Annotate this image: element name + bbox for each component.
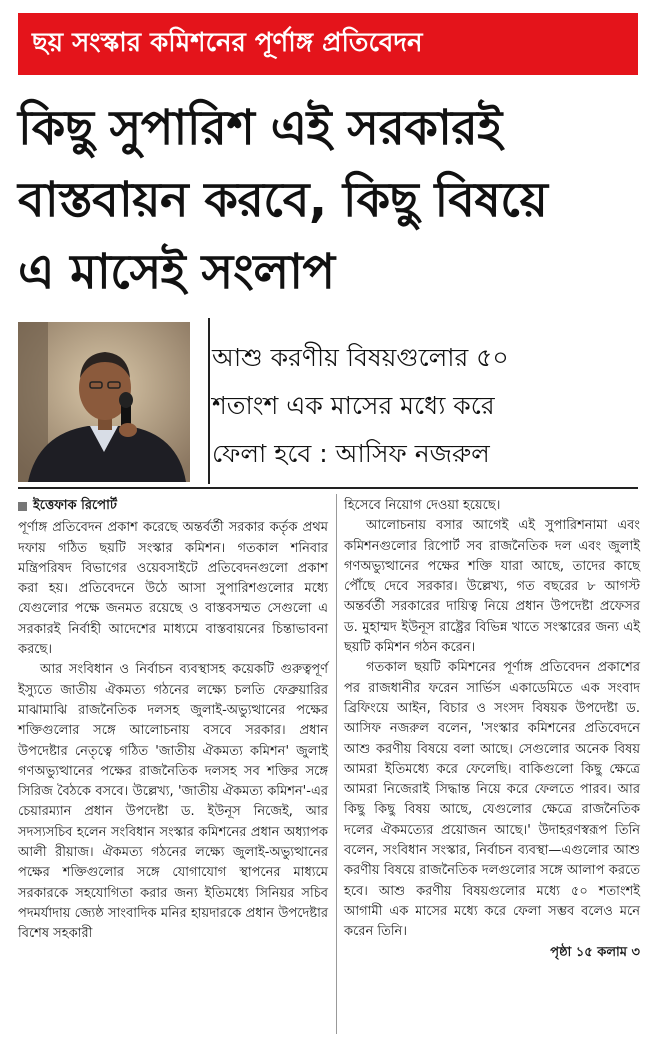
byline (18, 496, 328, 516)
headline-line: এ মাসেই সংলাপ (18, 244, 335, 300)
paragraph: হিসেবে নিয়োগ দেওয়া হয়েছে। (344, 498, 501, 513)
byline-square-icon (18, 502, 27, 511)
column-divider (336, 494, 337, 1034)
article-column-1 (18, 496, 328, 945)
continuation (344, 943, 640, 963)
paragraph: আর সংবিধান ও নির্বাচন ব্যবস্থাসহ কয়েকটি গুরুত্বপূর্ণ ইস্যুতে জাতীয় ঐকমত্য গঠনের লক্ষ্যে চলতি ফেব্রুয়ারির মাঝামাঝি রাজনৈতিক দলসহ জুলাই-অভ্যুত্থানের পক্ষের শক্তিগুলোর সঙ্গে আলোচনায় বসবে সরকার। প্রধান উপদেষ্টার নেতৃত্বে গঠিত 'জাতীয় ঐকমত্য কমিশন' জুলাই গণঅভ্যুত্থানের পক্ষের রাজনৈতিক দলসহ সব শক্তির সঙ্গে সিরিজ বৈঠকে বসবে। উল্লেখ্য, 'জাতীয় ঐকমত্য কমিশন'-এর চেয়ারম্যান প্রধান উপদেষ্টা ড. ইউনূস নিজেই, আর সদস্যসচিব হলেন সংবিধান সংস্কার কমিশনের প্রধান অধ্যাপক আলী রীয়াজ। ঐকমত্য গঠনের লক্ষ্যে জুলাই-অভ্যুত্থানের পক্ষের শক্তিগুলোর সঙ্গে যোগাযোগ স্থাপনের মাধ্যমে সরকারকে সহযোগিতা করার জন্য ইতিমধ্যে সিনিয়র সচিব পদমর্যাদায় জ্যেষ্ঠ সাংবাদিক মনির হায়দারকে প্রধান উপদেষ্টার বিশেষ সহকারী (18, 662, 328, 942)
banner-text: ছয় সংস্কার কমিশনের পূর্ণাঙ্গ প্রতিবেদন (32, 28, 423, 58)
subhead-line: ফেলা হবে : আসিফ নজরুল (212, 439, 490, 468)
headline-line: কিছু সুপারিশ এই সরকারই (18, 100, 502, 156)
article-column-2 (344, 496, 640, 963)
section-banner (18, 13, 638, 75)
paragraph: পূর্ণাঙ্গ প্রতিবেদন প্রকাশ করেছে অন্তর্বর্তী সরকার কর্তৃক প্রথম দফায় গঠিত ছয়টি সংস্কার কমিশন। গতকাল শনিবার মন্ত্রিপরিষদ বিভাগের ওয়েবসাইটে প্রতিবেদনগুলো প্রকাশ করা হয়। প্রতিবেদনে উঠে আসা সুপারিশগুলোর মধ্যে যেগুলোর পক্ষে জনমত রয়েছে ও বাস্তবসম্মত সেগুলো এ সরকারই নির্বাহী আদেশের মাধ্যমে বাস্তবায়নের চিন্তাভাবনা করছে। (18, 520, 328, 658)
section-divider (18, 487, 638, 489)
headline-line: বাস্তবায়ন করবে, কিছু বিষয়ে (18, 172, 548, 228)
portrait-photo (18, 322, 190, 482)
subhead-line: আশু করণীয় বিষয়গুলোর ৫০ (212, 343, 509, 372)
headline (18, 92, 648, 308)
byline-text: ইত্তেফাক রিপোর্ট (33, 498, 117, 513)
paragraph: গতকাল ছয়টি কমিশনের পূর্ণাঙ্গ প্রতিবেদন প্রকাশের পর রাজধানীর ফরেন সার্ভিস একাডেমিতে এক সংবাদ ব্রিফিংয়ে আইন, বিচার ও সংসদ বিষয়ক উপদেষ্টা ড. আসিফ নজরুল বলেন, 'সংস্কার কমিশনের প্রতিবেদনে আশু করণীয় বিষয়ে বলা আছে। সেগুলোর অনেক বিষয় আমরা ইতিমধ্যে করে ফেলেছি। বাকিগুলো কিছু ক্ষেত্রে আমরা নিজেরাই সিদ্ধান্ত নিয়ে করে ফেলতে পারব। আর কিছু কিছু বিষয় আছে, যেগুলোর ক্ষেত্রে রাজনৈতিক দলের ঐকমত্যের প্রয়োজন আছে।' উদাহরণস্বরূপ তিনি বলেন, সংবিধান সংস্কার, নির্বাচন ব্যবস্থা—এগুলোর আশু করণীয় বিষয়ে রাজনৈতিক দলগুলোর সঙ্গে আলাপ করতে হবে। আশু করণীয় বিষয়গুলোর মধ্যে ৫০ শতাংশই আগামী এক মাসের মধ্যে করে ফেলা সম্ভব বলেও মনে করেন তিনি। (344, 660, 640, 940)
paragraph: আলোচনায় বসার আগেই এই সুপারিশনামা এবং কমিশনগুলোর রিপোর্ট সব রাজনৈতিক দল এবং জুলাই গণঅভ্যুত্থানের পক্ষের শক্তি যারা আছে, তাদের কাছে পৌঁছে দেবে সরকার। উল্লেখ্য, গত বছরের ৮ আগস্ট অন্তর্বর্তী সরকারের দায়িত্ব নিয়ে প্রধান উপদেষ্টা প্রফেসর ড. মুহাম্মদ ইউনূস রাষ্ট্রের বিভিন্ন খাতে সংস্কারের জন্য এই ছয়টি কমিশন গঠন করেন। (344, 518, 640, 656)
subhead-divider (208, 318, 210, 484)
subheadline (212, 334, 642, 478)
jump-reference[interactable]: পৃষ্ঠা ১৫ কলাম ৩ (550, 944, 640, 960)
subhead-line: শতাংশ এক মাসের মধ্যে করে (212, 391, 495, 420)
